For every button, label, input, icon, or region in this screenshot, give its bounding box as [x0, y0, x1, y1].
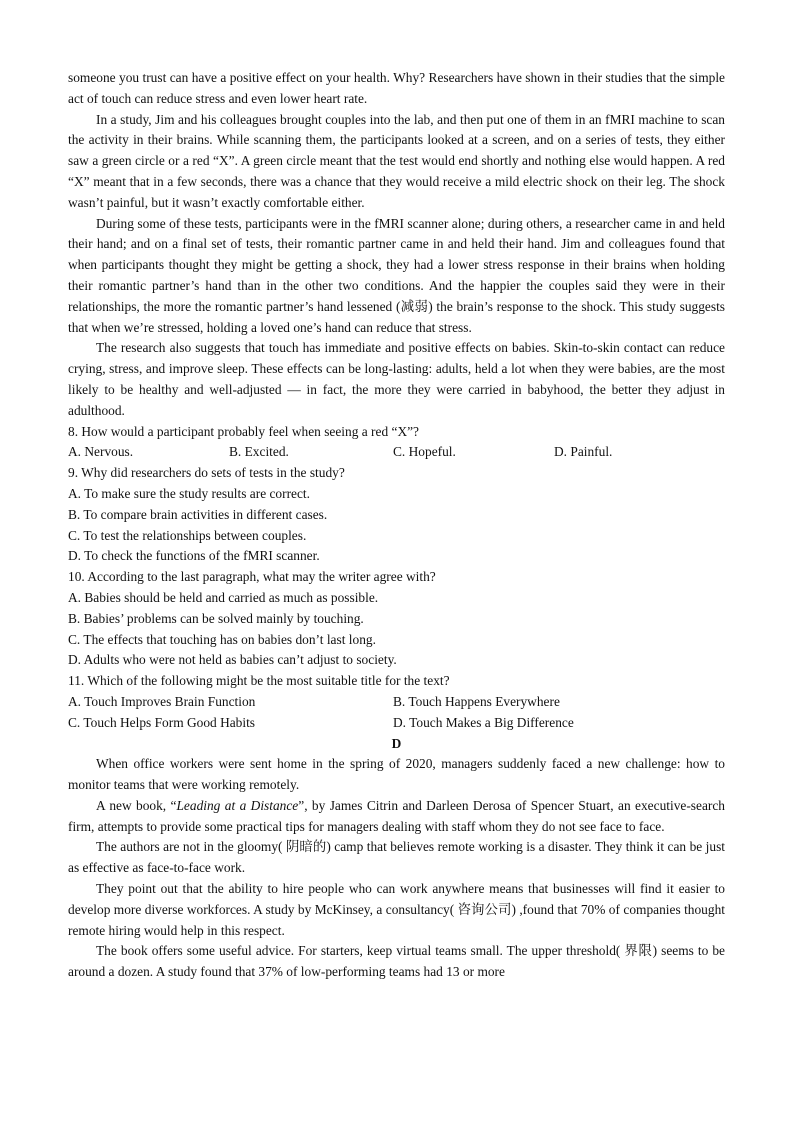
question-11: 11. Which of the following might be the most suitable title for the text? — [68, 673, 450, 689]
option-c: C. The effects that touching has on babies don’t last long. — [68, 631, 376, 647]
option-b: B. Babies’ problems can be solved mainly by touching. — [68, 610, 364, 626]
question-8-options — [68, 442, 725, 463]
option-d: D. Touch Makes a Big Difference — [393, 714, 574, 730]
document-page — [68, 68, 725, 983]
section-d-paragraph-2 — [68, 796, 725, 838]
option-d: D. Painful. — [554, 444, 613, 460]
option-d: D. To check the functions of the fMRI scanner. — [68, 548, 320, 564]
option-a: A. Nervous. — [68, 444, 134, 460]
text-segment: ”, by James Citrin and Darleen Derosa of Spencer Stuart, an executive-search firm, attempts to provide some practical tips for managers dealing with staff whom they do not see face to face. — [68, 797, 725, 834]
passage-c-paragraph-2: During some of these tests, participants were in the fMRI scanner alone; during others, a researcher came in and held their hand; and on a final set of tests, their romantic partner came in and held their hand. Jim and colleagues found that when participants thought they might be getting a shock, they had a lower stress response in their brains when holding their romantic partner’s hand than in the other two conditions. And the happier the couples said they were in their relationships, the more the romantic partner’s hand lessened (减弱) the brain’s response to the shock. This study suggests that when we’re stressed, holding a loved one’s hand can reduce that stress. — [68, 215, 725, 335]
book-title: Leading at a Distance — [176, 797, 299, 813]
section-heading: D — [391, 735, 402, 751]
option-d: D. Adults who were not held as babies can’t adjust to society. — [68, 652, 397, 668]
question-9: 9. Why did researchers do sets of tests in the study? — [68, 465, 345, 481]
question-10: 10. According to the last paragraph, what may the writer agree with? — [68, 569, 436, 585]
passage-c-paragraph-0: someone you trust can have a positive effect on your health. Why? Researchers have shown in their studies that the simple act of touch can reduce stress and even lower heart rate. — [68, 70, 725, 106]
option-a: A. Babies should be held and carried as much as possible. — [68, 589, 379, 605]
section-d-paragraph-1: When office workers were sent home in the spring of 2020, managers suddenly faced a new challenge: how to monitor teams that were working remotely. — [68, 756, 725, 793]
question-11-options-row-2 — [68, 713, 725, 734]
question-8: 8. How would a participant probably feel when seeing a red “X”? — [68, 423, 420, 439]
passage-c-paragraph-1: In a study, Jim and his colleagues brought couples into the lab, and then put one of them in an fMRI machine to scan the activity in their brains. While scanning them, the participants looked at a screen, and on a series of tests, they either saw a green circle or a red “X”. A green circle meant that the test would end shortly and nothing else would happen. A red “X” meant that in a few seconds, there was a chance that they would receive a mild electric shock on their leg. The shock wasn’t painful, but it wasn’t exactly comfortable either. — [68, 111, 725, 210]
option-c: C. To test the relationships between couples. — [68, 527, 307, 543]
section-d-paragraph-5: The book offers some useful advice. For starters, keep virtual teams small. The upper threshold( 界限) seems to be around a dozen. A study found that 37% of low-performing teams had 13 or more — [68, 943, 725, 980]
passage-c-paragraph-3: The research also suggests that touch has immediate and positive effects on babies. Skin-to-skin contact can reduce crying, stress, and improve sleep. These effects can be long-lasting: adults, held a lot when they were babies, are the most likely to be healthy and well-adjusted — in fact, the more they were carried in babyhood, the better they adjust in adulthood. — [68, 340, 725, 418]
option-a: A. To make sure the study results are correct. — [68, 485, 310, 501]
option-a: A. Touch Improves Brain Function — [68, 693, 256, 709]
section-d-paragraph-3: The authors are not in the gloomy( 阴暗的) camp that believes remote working is a disaster. They think it can be just as effective as face-to-face work. — [68, 839, 725, 876]
option-b: B. Excited. — [229, 444, 289, 460]
option-b: B. To compare brain activities in different cases. — [68, 506, 328, 522]
section-d-paragraph-4: They point out that the ability to hire people who can work anywhere means that businesses will find it easier to develop more diverse workforces. A study by McKinsey, a consultancy( 咨询公司) ,found that 70% of companies thought remote hiring would help in this respect. — [68, 881, 725, 938]
option-c: C. Touch Helps Form Good Habits — [68, 714, 256, 730]
option-c: C. Hopeful. — [393, 444, 456, 460]
text-segment: A new book, “ — [96, 797, 177, 813]
option-b: B. Touch Happens Everywhere — [393, 693, 560, 709]
question-11-options-row-1 — [68, 692, 725, 713]
